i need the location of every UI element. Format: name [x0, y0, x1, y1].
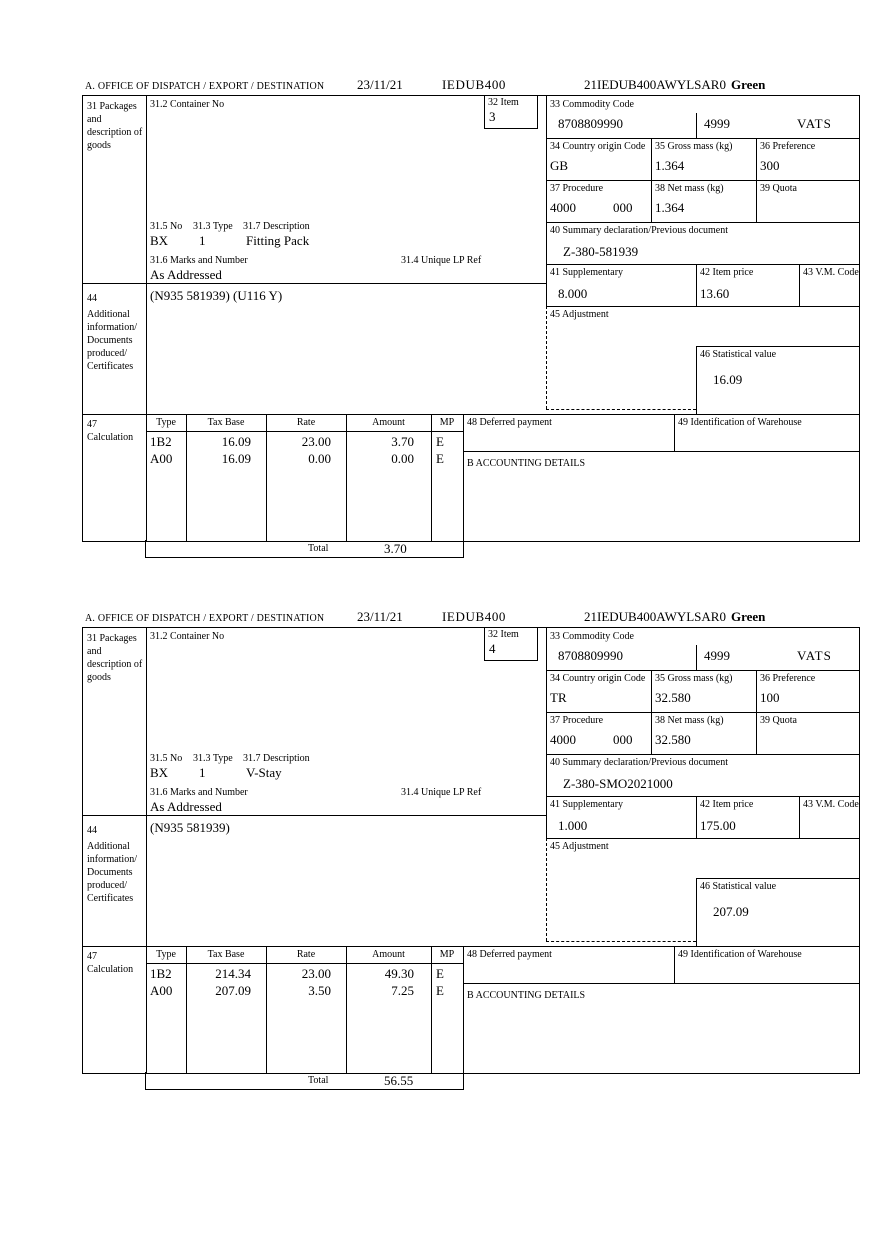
table-col4-divider [431, 946, 432, 1073]
procedure-row-divider [546, 754, 859, 755]
calc-row1-taxbase: 16.09 [221, 434, 251, 449]
gross-mass-value: 32.580 [655, 690, 691, 705]
date-value: 23/11/21 [357, 609, 403, 624]
calculation-row-top [83, 946, 859, 947]
right-column-divider [546, 628, 547, 838]
col34-35-divider [651, 138, 652, 222]
net-mass-value: 32.580 [655, 732, 691, 747]
box31-label: 31 Packages and description of goods [87, 633, 143, 683]
quota-label: 39 Quota [760, 183, 797, 194]
unique-lp-label: 31.4 Unique LP Ref [401, 255, 482, 266]
adjustment-label: 45 Adjustment [550, 309, 609, 320]
box44-number: 44 [87, 825, 97, 836]
calc-col-amount-header: Amount [372, 417, 405, 428]
calc-row2-mp: E [436, 451, 444, 466]
total-strip [145, 1072, 464, 1090]
adjustment-dashed-left [546, 838, 547, 941]
net-mass-value: 1.364 [655, 200, 685, 215]
item-price-label: 42 Item price [700, 799, 754, 810]
form-header [82, 76, 858, 95]
marks-value: As Addressed [150, 267, 222, 282]
item-price-value: 13.60 [700, 286, 730, 301]
marks-label: 31.6 Marks and Number [150, 787, 248, 798]
col42-43-divider [799, 264, 800, 306]
country-origin-label: 34 Country origin Code [550, 673, 646, 684]
supplementary-row-divider [546, 306, 859, 307]
table-header-bottom [146, 963, 463, 964]
box31-label: 31 Packages and description of goods [87, 101, 143, 151]
calc-row2-mp: E [436, 983, 444, 998]
form-body [82, 95, 860, 542]
box47-label: 47 Calculation [87, 951, 134, 975]
summary-declaration-value: Z-380-581939 [563, 244, 639, 259]
summary-declaration-label: 40 Summary declaration/Previous document [550, 225, 729, 236]
total-label: Total [308, 543, 329, 554]
left-column-divider [146, 96, 147, 541]
mrn-value: 21IEDUB400AWYLSAR0 [584, 609, 726, 624]
supplementary-value: 1.000 [558, 818, 588, 833]
item-label: 32 Item [488, 97, 519, 108]
date-value: 23/11/21 [357, 77, 403, 92]
calc-row1-type: 1B2 [150, 966, 172, 981]
adjustment-label: 45 Adjustment [550, 841, 609, 852]
gross-mass-label: 35 Gross mass (kg) [655, 141, 733, 152]
procedure2-value: 000 [613, 732, 633, 747]
container-no-label: 31.2 Container No [150, 631, 225, 642]
col41-42-divider [696, 796, 697, 838]
calc-col-rate-header: Rate [296, 949, 316, 960]
calc-col-taxbase-header: Tax Base [207, 417, 245, 428]
calc-row2-amount: 0.00 [391, 451, 414, 466]
col34-35-divider [651, 670, 652, 754]
origin-row-divider [546, 712, 859, 713]
col35-36-divider [756, 670, 757, 754]
office-code-value: IEDUB400 [442, 609, 507, 624]
preference-label: 36 Preference [760, 141, 816, 152]
statistical-value-value: 16.09 [713, 372, 743, 387]
item-label: 32 Item [488, 629, 519, 640]
vm-code-label: 43 V.M. Code [803, 267, 859, 278]
package-description-label: 31.7 Description [243, 753, 310, 764]
calc-row1-rate: 23.00 [301, 434, 331, 449]
deferred-payment-label: 48 Deferred payment [467, 949, 552, 960]
supplementary-label: 41 Supplementary [550, 799, 624, 810]
calc-col-type-header: Type [156, 417, 176, 428]
calc-row1-amount: 3.70 [391, 434, 414, 449]
calc-row2-rate: 0.00 [308, 451, 331, 466]
statistical-box-left [696, 878, 697, 946]
package-no-label: 31.5 No [150, 221, 183, 232]
package-type-value: 1 [199, 233, 206, 248]
net-mass-label: 38 Net mass (kg) [655, 183, 724, 194]
procedure-value: 4000 [550, 200, 576, 215]
commodity-code2-value: 4999 [704, 648, 730, 663]
gross-mass-value: 1.364 [655, 158, 685, 173]
commodity-row-divider [546, 670, 859, 671]
box47-label: 47 Calculation [87, 419, 134, 443]
accounting-details-label: B ACCOUNTING DETAILS [467, 458, 586, 469]
statistical-value-label: 46 Statistical value [700, 349, 777, 360]
total-strip [145, 540, 464, 558]
quota-label: 39 Quota [760, 715, 797, 726]
item-number-value: 4 [489, 641, 496, 656]
adjustment-dashed-left [546, 306, 547, 409]
summary-declaration-label: 40 Summary declaration/Previous document [550, 757, 729, 768]
procedure-row-divider [546, 222, 859, 223]
declaration-item-form [82, 70, 858, 562]
calc-row1-taxbase: 214.34 [215, 966, 251, 981]
calc-row1-mp: E [436, 966, 444, 981]
item-price-value: 175.00 [700, 818, 736, 833]
country-origin-value: GB [550, 158, 569, 173]
total-label: Total [308, 1075, 329, 1086]
procedure-label: 37 Procedure [550, 715, 604, 726]
calc-row1-amount: 49.30 [384, 966, 414, 981]
deferred-row-bottom [463, 983, 859, 984]
office-code-value: IEDUB400 [442, 77, 507, 92]
commodity-code2-value: 4999 [704, 116, 730, 131]
warehouse-label: 49 Identification of Warehouse [678, 949, 802, 960]
calc-col-rate-header: Rate [296, 417, 316, 428]
additional-info-value: (N935 581939) [150, 820, 230, 835]
vm-code-label: 43 V.M. Code [803, 799, 859, 810]
calc-col-amount-header: Amount [372, 949, 405, 960]
additional-info-value: (N935 581939) (U116 Y) [150, 288, 283, 303]
office-of-dispatch-label: A. OFFICE OF DISPATCH / EXPORT / DESTINATION [85, 613, 325, 624]
country-origin-value: TR [550, 690, 567, 705]
preference-value: 300 [760, 158, 780, 173]
routing-indicator: Green [731, 609, 766, 624]
procedure2-value: 000 [613, 200, 633, 215]
box44-label: Additional information/ Documents produced/ Certificates [87, 309, 137, 372]
form-body [82, 627, 860, 1074]
commodity-tag-value: VATS [797, 648, 832, 663]
statistical-box-left [696, 346, 697, 414]
package-type-label: 31.3 Type [193, 753, 233, 764]
unique-lp-label: 31.4 Unique LP Ref [401, 787, 482, 798]
table-col4-divider [431, 414, 432, 541]
marks-value: As Addressed [150, 799, 222, 814]
box48-49-divider [674, 946, 675, 983]
mrn-value: 21IEDUB400AWYLSAR0 [584, 77, 726, 92]
calc-row2-rate: 3.50 [308, 983, 331, 998]
marks-label: 31.6 Marks and Number [150, 255, 248, 266]
package-description-value: V-Stay [246, 765, 282, 780]
package-no-value: BX [150, 233, 169, 248]
package-no-value: BX [150, 765, 169, 780]
preference-label: 36 Preference [760, 673, 816, 684]
package-description-value: Fitting Pack [246, 233, 310, 248]
warehouse-label: 49 Identification of Warehouse [678, 417, 802, 428]
gross-mass-label: 35 Gross mass (kg) [655, 673, 733, 684]
item-number-box [484, 628, 538, 661]
summary-declaration-value: Z-380-SMO2021000 [563, 776, 673, 791]
commodity-code-value: 8708809990 [558, 648, 623, 663]
commodity-code-label: 33 Commodity Code [550, 631, 634, 642]
net-mass-label: 38 Net mass (kg) [655, 715, 724, 726]
calc-row2-type: A00 [150, 983, 173, 998]
calc-row2-taxbase: 16.09 [221, 451, 251, 466]
accounting-details-label: B ACCOUNTING DETAILS [467, 990, 586, 1001]
commodity-code-label: 33 Commodity Code [550, 99, 634, 110]
table-header-bottom [146, 431, 463, 432]
package-description-label: 31.7 Description [243, 221, 310, 232]
commodity-code-divider [696, 645, 697, 670]
box31-box44-divider [83, 283, 546, 284]
commodity-code-value: 8708809990 [558, 116, 623, 131]
left-column-divider [146, 628, 147, 1073]
package-type-label: 31.3 Type [193, 221, 233, 232]
summary-row-divider [546, 796, 859, 797]
calc-row2-taxbase: 207.09 [215, 983, 251, 998]
right-column-divider [546, 96, 547, 306]
statistical-box-top [696, 878, 859, 879]
col41-42-divider [696, 264, 697, 306]
calc-col-type-header: Type [156, 949, 176, 960]
preference-value: 100 [760, 690, 780, 705]
supplementary-value: 8.000 [558, 286, 588, 301]
calc-col-mp-header: MP [439, 417, 455, 428]
total-value: 56.55 [384, 1073, 414, 1088]
box44-number: 44 [87, 293, 97, 304]
package-no-label: 31.5 No [150, 753, 183, 764]
box44-label: Additional information/ Documents produced/ Certificates [87, 841, 137, 904]
supplementary-row-divider [546, 838, 859, 839]
form-header [82, 608, 858, 627]
item-number-value: 3 [489, 109, 496, 124]
total-value: 3.70 [384, 541, 407, 556]
adjustment-dashed-bottom [546, 409, 696, 410]
deferred-row-bottom [463, 451, 859, 452]
deferred-payment-label: 48 Deferred payment [467, 417, 552, 428]
calc-col-mp-header: MP [439, 949, 455, 960]
box31-box44-divider [83, 815, 546, 816]
summary-row-divider [546, 264, 859, 265]
routing-indicator: Green [731, 77, 766, 92]
col35-36-divider [756, 138, 757, 222]
container-no-label: 31.2 Container No [150, 99, 225, 110]
office-of-dispatch-label: A. OFFICE OF DISPATCH / EXPORT / DESTINATION [85, 81, 325, 92]
commodity-tag-value: VATS [797, 116, 832, 131]
table-right-border [463, 414, 464, 541]
calc-row1-mp: E [436, 434, 444, 449]
item-price-label: 42 Item price [700, 267, 754, 278]
box48-49-divider [674, 414, 675, 451]
statistical-value-label: 46 Statistical value [700, 881, 777, 892]
statistical-box-top [696, 346, 859, 347]
commodity-code-divider [696, 113, 697, 138]
procedure-value: 4000 [550, 732, 576, 747]
calc-row2-amount: 7.25 [391, 983, 414, 998]
statistical-value-value: 207.09 [713, 904, 749, 919]
package-type-value: 1 [199, 765, 206, 780]
country-origin-label: 34 Country origin Code [550, 141, 646, 152]
calc-row1-type: 1B2 [150, 434, 172, 449]
origin-row-divider [546, 180, 859, 181]
table-right-border [463, 946, 464, 1073]
procedure-label: 37 Procedure [550, 183, 604, 194]
calc-col-taxbase-header: Tax Base [207, 949, 245, 960]
declaration-item-form [82, 602, 858, 1094]
calc-row2-type: A00 [150, 451, 173, 466]
adjustment-dashed-bottom [546, 941, 696, 942]
col42-43-divider [799, 796, 800, 838]
supplementary-label: 41 Supplementary [550, 267, 624, 278]
calculation-row-top [83, 414, 859, 415]
item-number-box [484, 96, 538, 129]
calc-row1-rate: 23.00 [301, 966, 331, 981]
commodity-row-divider [546, 138, 859, 139]
